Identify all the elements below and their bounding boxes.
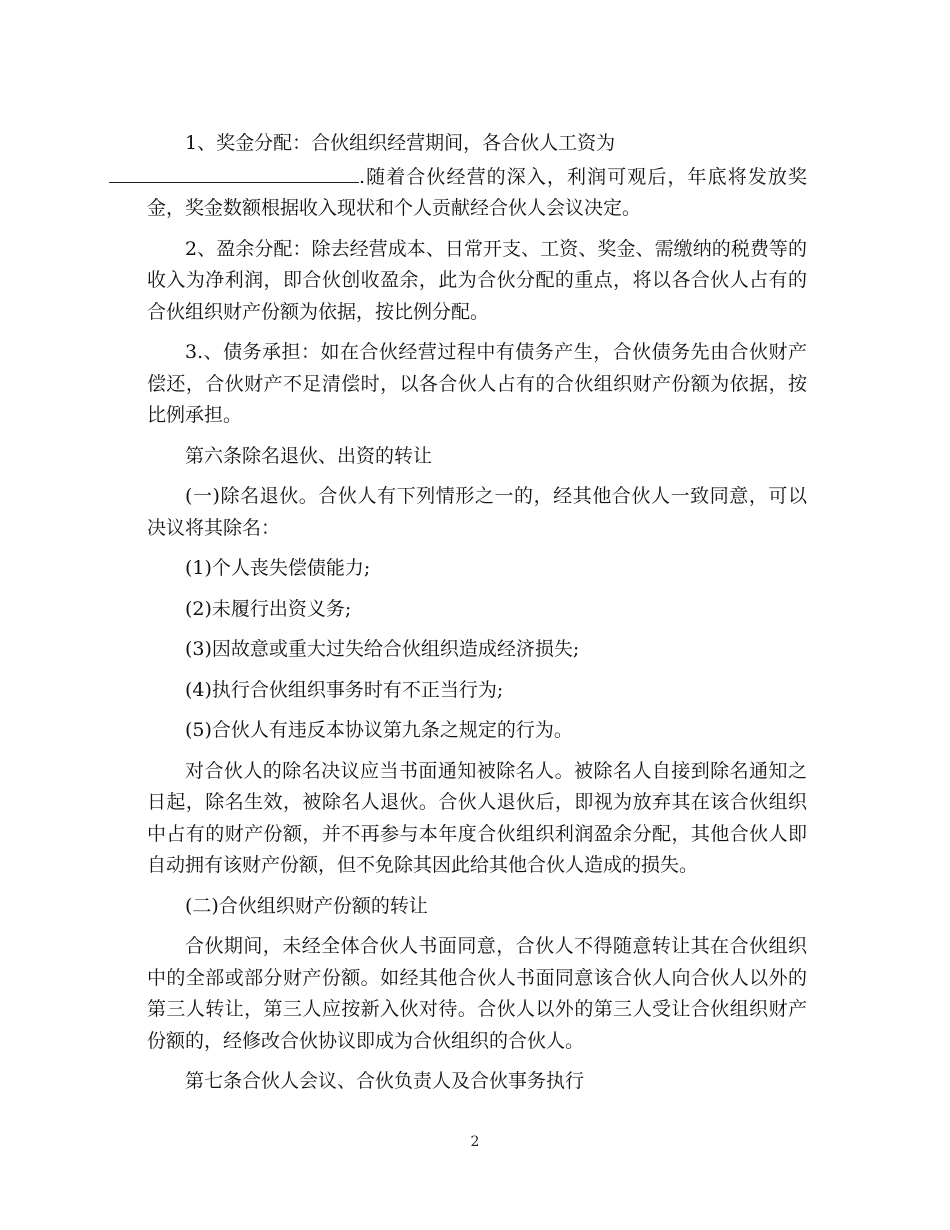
paragraph-expulsion: (一)除名退伙。合伙人有下列情形之一的，经其他合伙人一致同意，可以决议将其除名： — [147, 485, 807, 539]
paragraph-surplus-distribution: 2、盈余分配：除去经营成本、日常开支、工资、奖金、需缴纳的税费等的收入为净利润，即合伙创收盈余，此为合伙分配的重点，将以各合伙人占有的合伙组织财产份额为依据，按比例分配。 — [147, 237, 807, 323]
list-item: (1)个人丧失偿债能力; — [185, 557, 371, 579]
paragraph-debt-liability: 3.、债务承担：如在合伙经营过程中有债务产生，合伙债务先由合伙财产偿还，合伙财产不足清偿时，以各合伙人占有的合伙组织财产份额为依据，按比例承担。 — [147, 341, 807, 426]
paragraph-bonus-distribution — [147, 128, 807, 225]
article-six-heading: 第六条除名退伙、出资的转让 — [185, 444, 433, 467]
paragraph-share-transfer: 合伙期间，未经全体合伙人书面同意，合伙人不得随意转让其在合伙组织中的全部或部分财产份额。如经其他合伙人书面同意该合伙人向合伙人以外的第三人转让，第三人应按新入伙对待。合伙人以外的第三人受让合伙组织财产份额的，经修改合伙协议即成为合伙组织的合伙人。 — [147, 935, 807, 1052]
page-number: 2 — [470, 1134, 480, 1150]
paragraph-text: 1、奖金分配：合伙组织经营期间，各合伙人工资为 — [185, 132, 616, 154]
article-seven-heading: 第七条合伙人会议、合伙负责人及合伙事务执行 — [185, 1070, 585, 1092]
paragraph-expulsion-notice: 对合伙人的除名决议应当书面通知被除名人。被除名人自接到除名通知之日起，除名生效，被除名人退伙。合伙人退伙后，即视为放弃其在该合伙组织中占有的财产份额，并不再参与本年度合伙组织利润盈余分配，其他合伙人即自动拥有该财产份额，但不免除其因此给其他合伙人造成的损失。 — [147, 759, 807, 876]
list-item: (5)合伙人有违反本协议第九条之规定的行为。 — [185, 719, 573, 741]
list-item: (3)因故意或重大过失给合伙组织造成经济损失; — [185, 638, 580, 660]
document-body — [147, 128, 807, 1107]
list-item: (4)执行合伙组织事务时有不正当行为; — [185, 678, 504, 701]
subheading-share-transfer: (二)合伙组织财产份额的转让 — [185, 894, 428, 917]
list-item: (2)未履行出资义务; — [185, 597, 352, 620]
salary-blank-line — [109, 160, 359, 183]
paragraph-text: .随着合伙经营的深入，利润可观后，年底将发放奖金，奖金数额根据收入现状和个人贡献经合伙人会议决定。 — [147, 165, 807, 219]
